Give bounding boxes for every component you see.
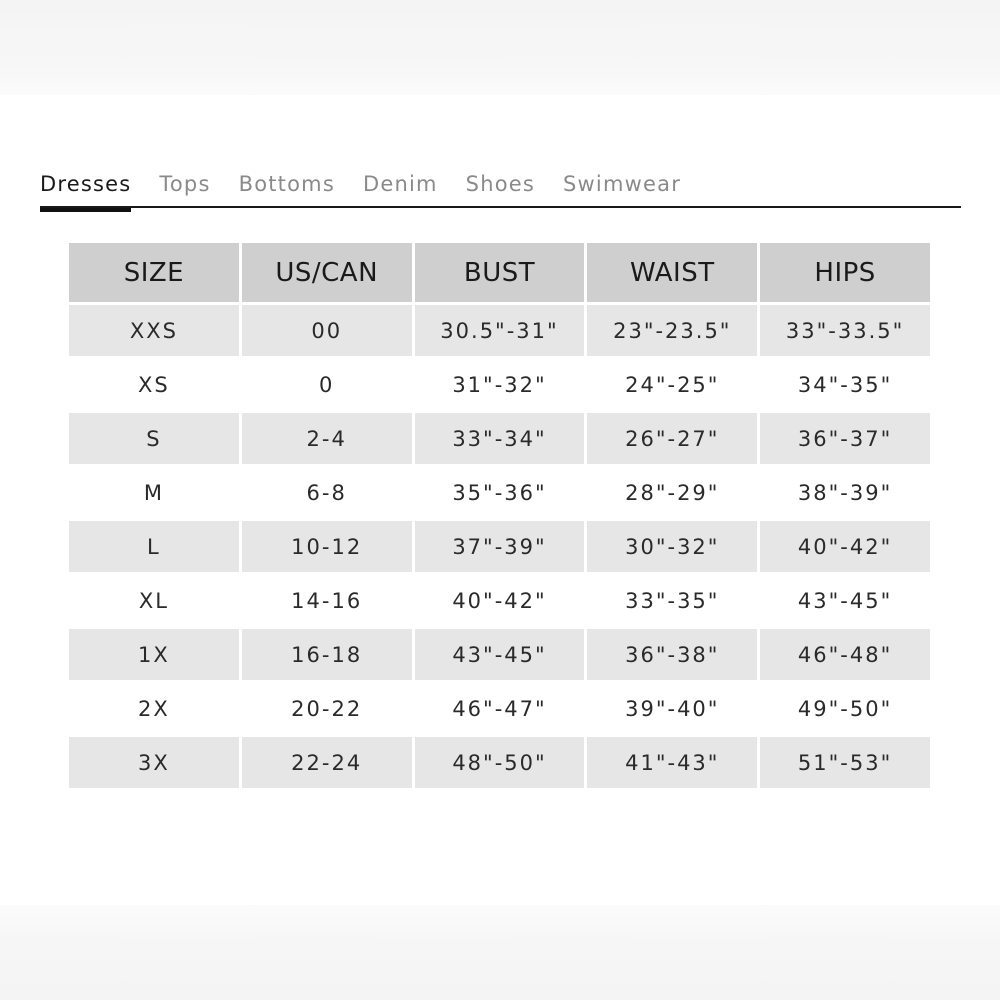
tab-shoes[interactable]: Shoes	[465, 172, 536, 196]
tab-denim[interactable]: Denim	[362, 172, 438, 196]
column-header-waist: WAIST	[587, 243, 757, 302]
cell-hips: 43"-45"	[760, 575, 930, 626]
tab-swimwear[interactable]: Swimwear	[563, 172, 682, 196]
cell-size: 3X	[69, 737, 239, 788]
cell-size: L	[69, 521, 239, 572]
table-row	[69, 305, 930, 356]
cell-hips: 46"-48"	[760, 629, 930, 680]
table-row	[69, 737, 930, 788]
cell-size: XL	[69, 575, 239, 626]
column-header-us-can: US/CAN	[242, 243, 412, 302]
cell-bust: 48"-50"	[415, 737, 585, 788]
tab-dresses[interactable]: Dresses	[40, 168, 131, 206]
size-chart-table	[66, 240, 933, 791]
cell-us-can: 2-4	[242, 413, 412, 464]
cell-waist: 39"-40"	[587, 683, 757, 734]
cell-bust: 43"-45"	[415, 629, 585, 680]
tab-tops[interactable]: Tops	[159, 172, 211, 196]
table-row	[69, 359, 930, 410]
cell-size: M	[69, 467, 239, 518]
table-row	[69, 575, 930, 626]
cell-waist: 33"-35"	[587, 575, 757, 626]
column-header-bust: BUST	[415, 243, 585, 302]
cell-us-can: 20-22	[242, 683, 412, 734]
cell-us-can: 14-16	[242, 575, 412, 626]
cell-waist: 28"-29"	[587, 467, 757, 518]
top-fade-band	[0, 0, 1000, 95]
cell-us-can: 0	[242, 359, 412, 410]
table-row	[69, 521, 930, 572]
cell-size: S	[69, 413, 239, 464]
cell-hips: 33"-33.5"	[760, 305, 930, 356]
cell-hips: 34"-35"	[760, 359, 930, 410]
column-header-hips: HIPS	[760, 243, 930, 302]
cell-size: 1X	[69, 629, 239, 680]
cell-hips: 40"-42"	[760, 521, 930, 572]
cell-bust: 33"-34"	[415, 413, 585, 464]
cell-bust: 37"-39"	[415, 521, 585, 572]
cell-waist: 41"-43"	[587, 737, 757, 788]
cell-waist: 30"-32"	[587, 521, 757, 572]
table-header-row	[69, 243, 930, 302]
cell-size: XS	[69, 359, 239, 410]
cell-bust: 40"-42"	[415, 575, 585, 626]
cell-bust: 31"-32"	[415, 359, 585, 410]
cell-bust: 30.5"-31"	[415, 305, 585, 356]
cell-waist: 24"-25"	[587, 359, 757, 410]
cell-us-can: 6-8	[242, 467, 412, 518]
tab-bottoms[interactable]: Bottoms	[238, 172, 335, 196]
cell-us-can: 22-24	[242, 737, 412, 788]
table-row	[69, 467, 930, 518]
cell-us-can: 00	[242, 305, 412, 356]
cell-bust: 46"-47"	[415, 683, 585, 734]
cell-size: 2X	[69, 683, 239, 734]
table-row	[69, 629, 930, 680]
table-row	[69, 413, 930, 464]
column-header-size: SIZE	[69, 243, 239, 302]
cell-hips: 38"-39"	[760, 467, 930, 518]
bottom-fade-band	[0, 905, 1000, 1000]
cell-hips: 36"-37"	[760, 413, 930, 464]
cell-waist: 23"-23.5"	[587, 305, 757, 356]
table-row	[69, 683, 930, 734]
cell-size: XXS	[69, 305, 239, 356]
cell-waist: 36"-38"	[587, 629, 757, 680]
cell-bust: 35"-36"	[415, 467, 585, 518]
cell-us-can: 10-12	[242, 521, 412, 572]
cell-waist: 26"-27"	[587, 413, 757, 464]
cell-hips: 51"-53"	[760, 737, 930, 788]
cell-us-can: 16-18	[242, 629, 412, 680]
tabs-divider	[40, 206, 961, 208]
cell-hips: 49"-50"	[760, 683, 930, 734]
